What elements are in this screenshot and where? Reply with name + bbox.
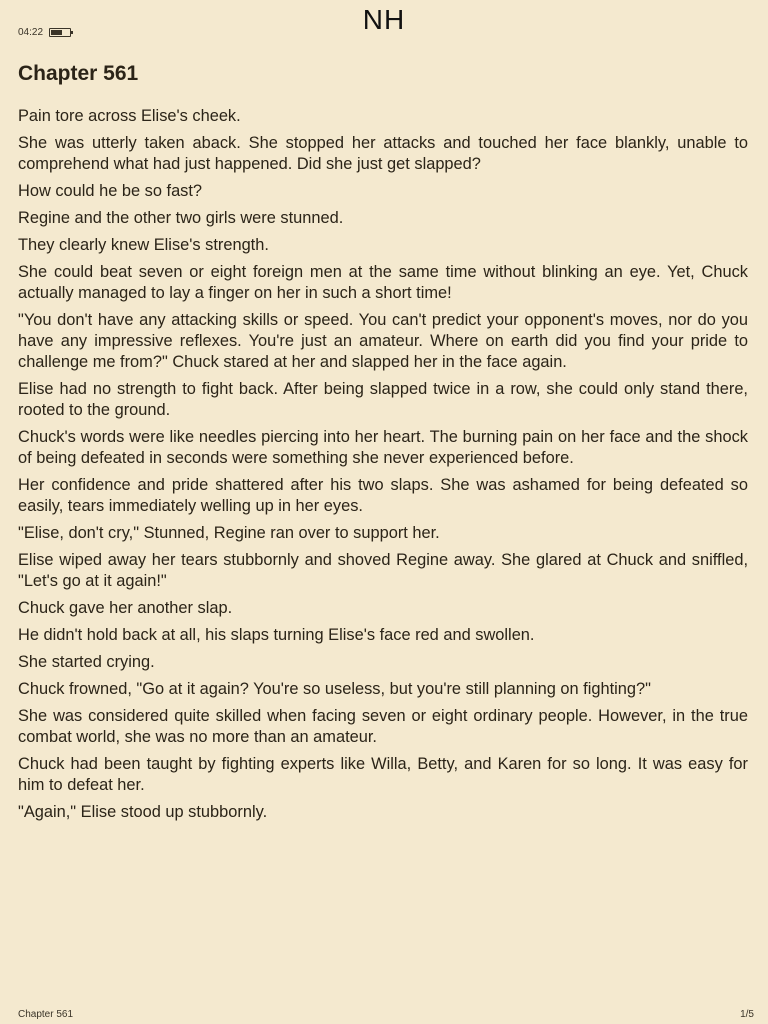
footer-chapter-label: Chapter 561 — [18, 1009, 74, 1020]
chapter-paragraph: Elise had no strength to fight back. After being slapped twice in a row, she could only stand there, rooted to the ground. — [18, 380, 748, 419]
chapter-paragraph: They clearly knew Elise's strength. — [18, 236, 269, 254]
chapter-paragraph: Chuck gave her another slap. — [18, 599, 233, 617]
chapter-paragraph: How could he be so fast? — [18, 182, 203, 200]
chapter-paragraph: She was considered quite skilled when facing seven or eight ordinary people. However, in the true combat world, she was no more than an amateur. — [18, 707, 748, 746]
chapter-paragraph: He didn't hold back at all, his slaps turning Elise's face red and swollen. — [18, 626, 535, 644]
page-indicator: 1/5 — [740, 1009, 754, 1020]
chapter-paragraph: Her confidence and pride shattered after his two slaps. She was ashamed for being defeated so easily, tears immediately welling up in her eyes. — [18, 476, 748, 515]
status-time: 04:22 — [18, 26, 44, 38]
chapter-title: Chapter 561 — [18, 62, 139, 85]
chapter-paragraph: "You don't have any attacking skills or speed. You can't predict your opponent's moves, nor do you have any impressive reflexes. You're just an amateur. Where on earth did you find your pride to challenge me from?" Chuck stared at her and slapped her in the face again. — [18, 311, 748, 371]
chapter-paragraph: She was utterly taken aback. She stopped her attacks and touched her face blankly, unable to comprehend what had just happened. Did she just get slapped? — [18, 134, 748, 173]
chapter-paragraph: She started crying. — [18, 653, 155, 671]
chapter-paragraph: "Elise, don't cry," Stunned, Regine ran over to support her. — [18, 524, 440, 542]
chapter-paragraph: Regine and the other two girls were stunned. — [18, 209, 344, 227]
chapter-paragraph: She could beat seven or eight foreign men at the same time without blinking an eye. Yet, Chuck actually managed to lay a finger on her in such a short time! — [18, 263, 748, 302]
chapter-paragraph: Chuck had been taught by fighting experts like Willa, Betty, and Karen for so long. It was easy for him to defeat her. — [18, 755, 748, 794]
chapter-paragraph: Chuck frowned, "Go at it again? You're so useless, but you're still planning on fighting?" — [18, 680, 651, 698]
app-logo: NH — [362, 4, 406, 35]
footer — [18, 1009, 754, 1020]
chapter-paragraph: Elise wiped away her tears stubbornly and shoved Regine away. She glared at Chuck and sniffled, "Let's go at it again!" — [18, 551, 748, 590]
chapter-paragraph: Chuck's words were like needles piercing into her heart. The burning pain on her face and the shock of being defeated in seconds were something she never experienced before. — [18, 428, 748, 467]
chapter-paragraph: Pain tore across Elise's cheek. — [18, 107, 241, 125]
chapter-content — [18, 106, 748, 829]
chapter-paragraph: "Again," Elise stood up stubbornly. — [18, 803, 268, 821]
